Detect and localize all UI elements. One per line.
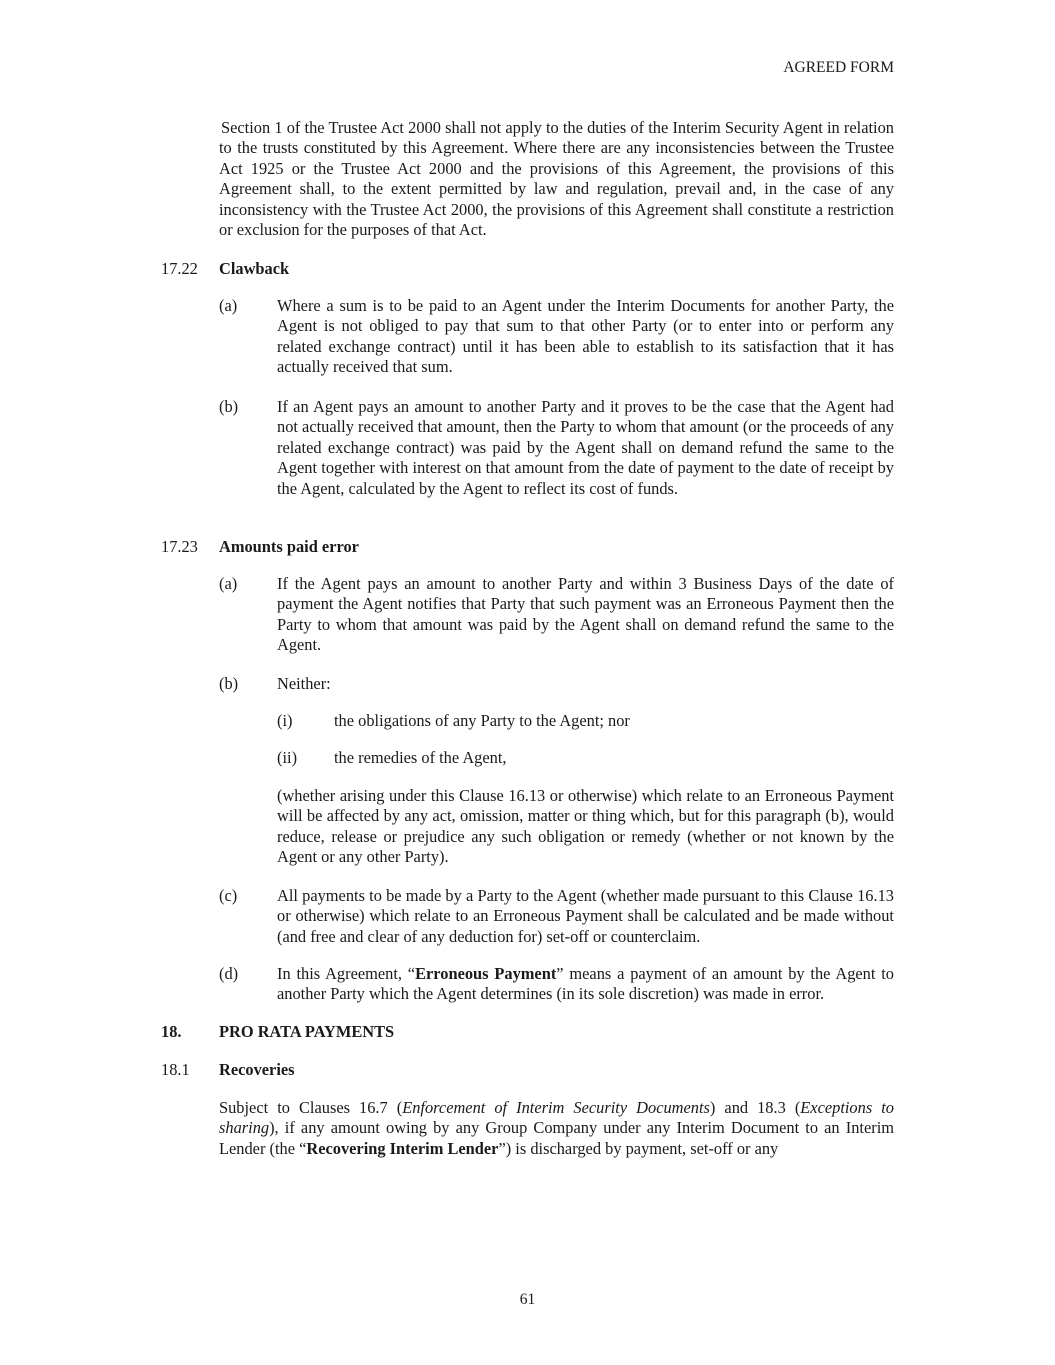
clause-heading: Amounts paid error [219, 537, 359, 556]
clause-paragraph: (whether arising under this Clause 16.13 or otherwise) which relate to an Erroneous Payment will be affected by any act, omission, matter or thing which, but for this paragraph (b), would reduce, release or prejudice any such obligation or remedy (whether or not known by the Agent or any other Party). [277, 786, 894, 867]
defined-term: Recovering Interim Lender [306, 1138, 499, 1158]
clause-heading: Clawback [219, 259, 290, 278]
cross-reference: Exceptions to sharing [219, 1098, 894, 1138]
paragraph-label: (a) [219, 296, 238, 315]
clause-paragraph: Where a sum is to be paid to an Agent under the Interim Documents for another Party, the Agent is not obliged to pay that sum to that other Party (or to enter into or perform any related exchange contract) until it has been able to establish to its satisfaction that it has actually received that sum. [277, 296, 894, 377]
paragraph-label: (d) [219, 964, 239, 983]
page-number: 61 [519, 1291, 536, 1308]
clause-heading: Recoveries [219, 1060, 295, 1079]
section-heading: PRO RATA PAYMENTS [219, 1022, 395, 1041]
cross-reference: Enforcement of Interim Security Documents [402, 1098, 710, 1117]
page-header: AGREED FORM [783, 59, 894, 76]
clause-paragraph [219, 1098, 894, 1159]
defined-term: Erroneous Payment [415, 964, 557, 983]
clause-paragraph: All payments to be made by a Party to the Agent (whether made pursuant to this Clause 16.13 or otherwise) which relate to an Erroneous Payment shall be calculated and be made without (and free and clear of any deduction for) set-off or counterclaim. [277, 886, 894, 946]
paragraph-label: (b) [219, 397, 239, 416]
paragraph-label: (a) [219, 574, 238, 593]
subparagraph-label: (i) [277, 711, 293, 730]
paragraph-text: ), if any amount owing by any Group Company under any Interim Document to an Interim Lender (the “ [219, 1118, 894, 1158]
clause-paragraph: If an Agent pays an amount to another Party and it proves to be the case that the Agent had not actually received that amount, then the Party to whom that amount (or the proceeds of any related exchange contract) was paid by the Agent shall on demand refund the same to the Agent together with interest on that amount from the date of payment to the date of receipt by the Agent, calculated by the Agent to reflect its cost of funds. [277, 397, 894, 498]
clause-number: 18.1 [161, 1060, 190, 1079]
intro-paragraph: Section 1 of the Trustee Act 2000 shall not apply to the duties of the Interim Security Agent in relation to the trusts constituted by this Agreement. Where there are any inconsistencies between the Trustee Act 1925 or the Trustee Act 2000 and the provisions of this Agreement, the provisions of this Agreement shall, to the extent permitted by law and regulation, prevail and, in the case of any inconsistency with the Trustee Act 2000, the provisions of this Agreement shall constitute a restriction or exclusion for the purposes of that Act. [219, 118, 894, 240]
subparagraph: the remedies of the Agent, [334, 748, 507, 767]
clause-paragraph: If the Agent pays an amount to another Party and within 3 Business Days of the date of payment the Agent notifies that Party that such payment was an Erroneous Payment then the Party to whom that amount was paid by the Agent shall on demand refund the same to the Agent. [277, 574, 894, 655]
definition-text: ” means a payment of an amount by the Agent to another Party which the Agent determines (in its sole discretion) was made in error. [277, 964, 894, 1004]
paragraph-label: (c) [219, 886, 238, 905]
definition-text: In this Agreement, “ [277, 964, 416, 983]
paragraph-text: ) and 18.3 ( [709, 1098, 801, 1117]
paragraph-text: Subject to Clauses 16.7 ( [219, 1098, 403, 1117]
clause-paragraph: Neither: [277, 674, 331, 693]
clause-number: 17.23 [161, 537, 198, 556]
paragraph-label: (b) [219, 674, 239, 693]
clause-number: 17.22 [161, 259, 198, 278]
definition-paragraph [277, 964, 894, 1005]
subparagraph: the obligations of any Party to the Agent; nor [334, 711, 630, 730]
paragraph-text: ”) is discharged by payment, set-off or any [498, 1138, 779, 1158]
section-number: 18. [161, 1022, 182, 1041]
subparagraph-label: (ii) [277, 748, 298, 767]
